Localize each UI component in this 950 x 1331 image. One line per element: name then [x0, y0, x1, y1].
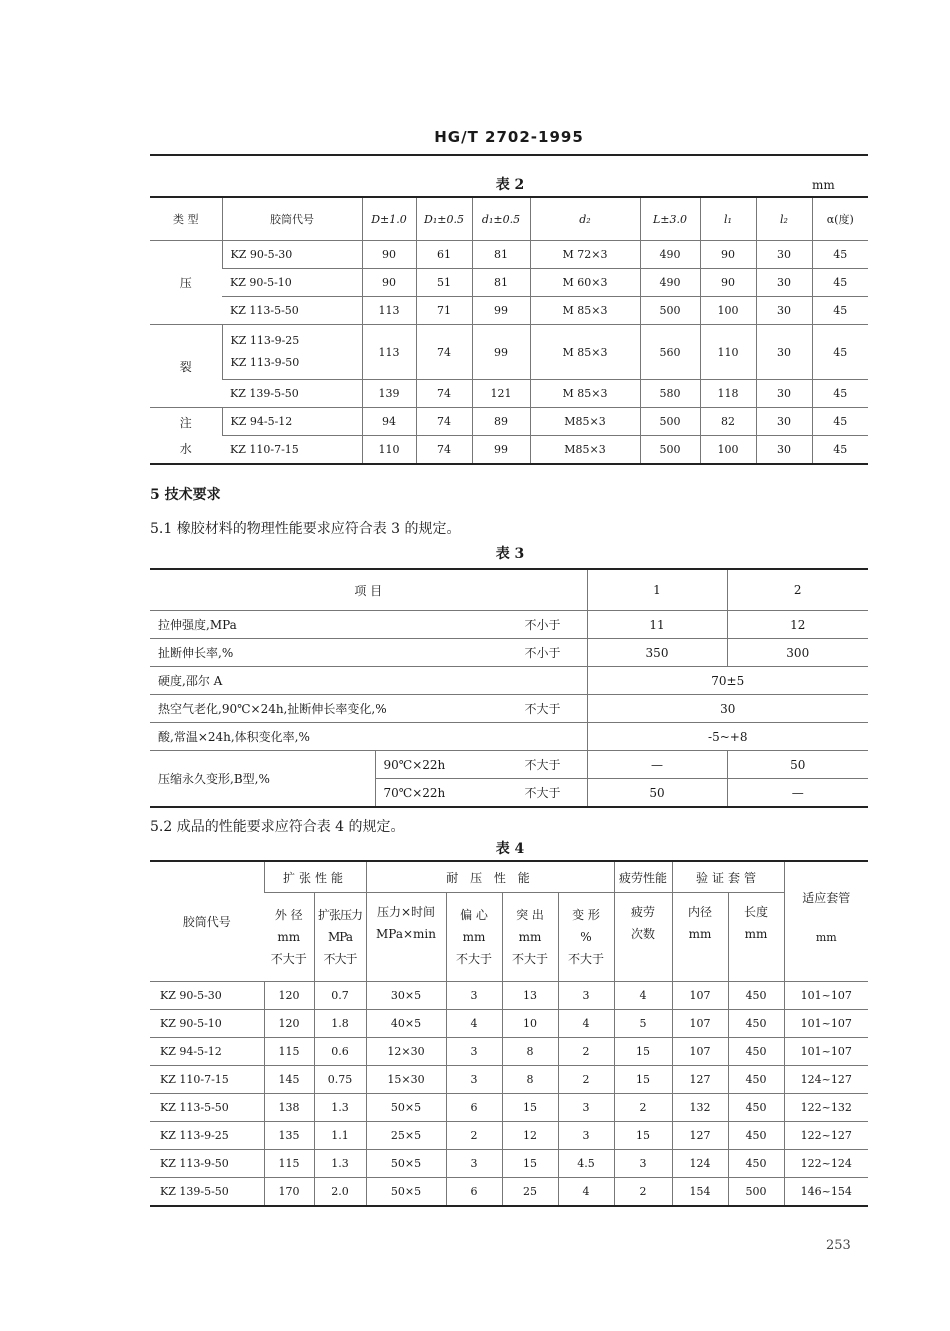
- table4-cell: 25: [502, 1178, 558, 1207]
- table4-cell: 15: [502, 1150, 558, 1178]
- table4-cell: 15: [502, 1094, 558, 1122]
- table4-cell: 0.6: [314, 1038, 366, 1066]
- table4-code: KZ 90-5-30: [150, 982, 264, 1010]
- table4-cell: 500: [728, 1178, 784, 1207]
- table2-cell: M85×3: [530, 408, 640, 436]
- table2-cell: M 60×3: [530, 269, 640, 297]
- table2-cell: 90: [700, 241, 756, 269]
- table2-col-d1: d₁±0.5: [472, 197, 530, 241]
- table-row: [150, 241, 868, 269]
- table2-cell: 45: [812, 297, 868, 325]
- table2-cell: 121: [472, 380, 530, 408]
- table3-item: 酸,常温×24h,体积变化率,%: [150, 723, 485, 751]
- table2-code: KZ 113-9-50: [230, 356, 300, 369]
- table-row: [150, 380, 868, 408]
- table4-body: [150, 982, 868, 1207]
- table2-cell: 45: [812, 241, 868, 269]
- table4-cell: 450: [728, 1010, 784, 1038]
- table4-code: KZ 90-5-10: [150, 1010, 264, 1038]
- table2-cell: 74: [416, 325, 472, 380]
- table2-col-l1: l₁: [700, 197, 756, 241]
- table2-cell: 30: [756, 241, 812, 269]
- table2-code: KZ 113-9-25: [230, 334, 300, 347]
- table-row: [150, 1178, 868, 1207]
- table2-cell: 30: [756, 325, 812, 380]
- table-row: [150, 269, 868, 297]
- table4-col-len: 长度 mm: [728, 893, 784, 982]
- table4-code: KZ 113-9-25: [150, 1122, 264, 1150]
- table4-cell: 2.0: [314, 1178, 366, 1207]
- table4-group-row: [150, 861, 868, 893]
- table4-cell: 4: [614, 982, 672, 1010]
- table4-cell: 2: [558, 1038, 614, 1066]
- table2-code: KZ 94-5-12: [222, 408, 362, 436]
- table4-cell: 15: [614, 1066, 672, 1094]
- table2-cell: 110: [700, 325, 756, 380]
- table2-code-double: [222, 325, 362, 380]
- table-row: [150, 436, 868, 465]
- table2-cell: 580: [640, 380, 700, 408]
- table4-cell: 10: [502, 1010, 558, 1038]
- table2-cell: 118: [700, 380, 756, 408]
- table4-cell: 127: [672, 1066, 728, 1094]
- table3-item: 扯断伸长率,%: [150, 639, 485, 667]
- table4-cell: 4: [558, 1178, 614, 1207]
- table2-code: KZ 90-5-10: [222, 269, 362, 297]
- table4-cell: 12×30: [366, 1038, 446, 1066]
- header-rule: [150, 154, 868, 156]
- table2-cell: 110: [362, 436, 416, 465]
- table3-item: 压缩永久变形,B型,%: [150, 751, 375, 808]
- table3-cell: 350: [587, 639, 727, 667]
- table3-item: 热空气老化,90℃×24h,扯断伸长率变化,%: [150, 695, 485, 723]
- table2-type-char: 注: [179, 415, 192, 430]
- table4-cell: 450: [728, 982, 784, 1010]
- table-row: [150, 1150, 868, 1178]
- table2-cell: 90: [362, 241, 416, 269]
- table4-cell: 3: [558, 1122, 614, 1150]
- table-row: [150, 695, 868, 723]
- table3-item: 硬度,邵尔 A: [150, 667, 485, 695]
- table2-cell: 490: [640, 241, 700, 269]
- table2-cell: M 85×3: [530, 380, 640, 408]
- table2-cell: 490: [640, 269, 700, 297]
- table4-cell: 15×30: [366, 1066, 446, 1094]
- table4-cell: 2: [614, 1094, 672, 1122]
- table2-col-D1: D₁±0.5: [416, 197, 472, 241]
- table2-col-code: 胶筒代号: [222, 197, 362, 241]
- table2-col-d2: d₂: [530, 197, 640, 241]
- paragraph-5-2: 5.2 成品的性能要求应符合表 4 的规定。: [150, 819, 405, 835]
- table4-cell: 145: [264, 1066, 314, 1094]
- table3-header-row: [150, 569, 868, 611]
- table2-type-char: 水: [179, 441, 192, 456]
- table2-col-type: 类 型: [150, 197, 222, 241]
- table2-cell: 45: [812, 408, 868, 436]
- table4-cell: 101~107: [784, 1010, 868, 1038]
- table4-code: KZ 139-5-50: [150, 1178, 264, 1207]
- table4-col-pro: 突 出 mm 不大于: [502, 893, 558, 982]
- table2-cell: 113: [362, 325, 416, 380]
- table4-group-expand: 扩张性能: [264, 861, 366, 893]
- table2-col-L: L±3.0: [640, 197, 700, 241]
- table4-cell: 127: [672, 1122, 728, 1150]
- table2-code: KZ 90-5-30: [222, 241, 362, 269]
- table2-cell: 45: [812, 269, 868, 297]
- table3-limit: 不大于: [485, 695, 587, 723]
- table4-cell: 13: [502, 982, 558, 1010]
- table3-merged-cell: -5~+8: [587, 723, 868, 751]
- table4-col-id: 内径 mm: [672, 893, 728, 982]
- table4-cell: 4.5: [558, 1150, 614, 1178]
- table4-code: KZ 110-7-15: [150, 1066, 264, 1094]
- table4-cell: 170: [264, 1178, 314, 1207]
- table4-cell: 50×5: [366, 1150, 446, 1178]
- table4-cell: 120: [264, 1010, 314, 1038]
- table2-code: KZ 110-7-15: [222, 436, 362, 465]
- table4-cell: 0.7: [314, 982, 366, 1010]
- table4-cell: 122~124: [784, 1150, 868, 1178]
- table2-cell: 51: [416, 269, 472, 297]
- table4-cell: 124: [672, 1150, 728, 1178]
- table4-col-def: 变 形 % 不大于: [558, 893, 614, 982]
- table2-code: KZ 139-5-50: [222, 380, 362, 408]
- table-row: [150, 1010, 868, 1038]
- table2-unit: mm: [812, 178, 835, 192]
- table3-cell: 300: [727, 639, 868, 667]
- table2-cell: 30: [756, 380, 812, 408]
- table-row: [150, 639, 868, 667]
- table2-type-cell: 压: [150, 241, 222, 325]
- table4-cell: 1.1: [314, 1122, 366, 1150]
- table2-cell: 45: [812, 436, 868, 465]
- table4-cell: 3: [446, 1066, 502, 1094]
- table4-cell: 1.8: [314, 1010, 366, 1038]
- table-row: [150, 1094, 868, 1122]
- table4-cell: 138: [264, 1094, 314, 1122]
- table2-caption: 表 2: [495, 177, 525, 193]
- table3-caption: 表 3: [495, 546, 525, 562]
- table4-col-code: 胶筒代号: [150, 861, 264, 982]
- table4-col-od: 外 径 mm 不大于: [264, 893, 314, 982]
- table4-col-fat: 疲劳 次数: [614, 893, 672, 982]
- table2-cell: 45: [812, 380, 868, 408]
- table4-cell: 122~132: [784, 1094, 868, 1122]
- table-row: [150, 325, 868, 380]
- table2-cell: 81: [472, 269, 530, 297]
- table4-cell: 3: [614, 1150, 672, 1178]
- table4-col-fit: [784, 861, 868, 982]
- table3-condition: 70℃×22h: [375, 779, 485, 808]
- table4-cell: 6: [446, 1178, 502, 1207]
- page-number: 253: [826, 1238, 851, 1253]
- table4-group-pressure: 耐 压 性 能: [366, 861, 614, 893]
- table3-merged-cell: 30: [587, 695, 868, 723]
- table4-cell: 4: [446, 1010, 502, 1038]
- table4-fit-label: 适应套管: [802, 891, 851, 905]
- table2-cell: M85×3: [530, 436, 640, 465]
- table2-cell: 113: [362, 297, 416, 325]
- table2-cell: 45: [812, 325, 868, 380]
- table2-cell: 30: [756, 408, 812, 436]
- table2-col-alpha: α(度): [812, 197, 868, 241]
- table4-cell: 146~154: [784, 1178, 868, 1207]
- table3-col-2: 2: [727, 569, 868, 611]
- table2-cell: 89: [472, 408, 530, 436]
- table2-cell: 99: [472, 325, 530, 380]
- table4-cell: 3: [446, 982, 502, 1010]
- table-row: [150, 1066, 868, 1094]
- table3-cell: 12: [727, 611, 868, 639]
- table2-cell: 61: [416, 241, 472, 269]
- table4-code: KZ 113-9-50: [150, 1150, 264, 1178]
- table4-fit-unit: mm: [815, 931, 837, 944]
- table2-cell: 100: [700, 297, 756, 325]
- section-heading: 5 技术要求: [150, 487, 221, 503]
- table4-cell: 115: [264, 1038, 314, 1066]
- table4-cell: 8: [502, 1066, 558, 1094]
- table4-cell: 450: [728, 1094, 784, 1122]
- table4-cell: 8: [502, 1038, 558, 1066]
- table2-type-cell: [150, 408, 222, 465]
- table4-cell: 12: [502, 1122, 558, 1150]
- table2-cell: 74: [416, 380, 472, 408]
- paragraph-5-1: 5.1 橡胶材料的物理性能要求应符合表 3 的规定。: [150, 521, 461, 537]
- table3-cell: —: [727, 779, 868, 808]
- table-row: [150, 611, 868, 639]
- table3-col-item: 项 目: [150, 569, 587, 611]
- table3-cell: 50: [727, 751, 868, 779]
- table2-cell: 74: [416, 436, 472, 465]
- table2-code: KZ 113-5-50: [222, 297, 362, 325]
- table4-cell: 40×5: [366, 1010, 446, 1038]
- table4-cell: 50×5: [366, 1178, 446, 1207]
- table4-cell: 135: [264, 1122, 314, 1150]
- table2-cell: 100: [700, 436, 756, 465]
- table4-cell: 30×5: [366, 982, 446, 1010]
- table4-cell: 107: [672, 1038, 728, 1066]
- table2-type-cell: 裂: [150, 325, 222, 408]
- table2: [150, 196, 868, 465]
- table2-cell: 74: [416, 408, 472, 436]
- table3-limit: [485, 667, 587, 695]
- table2-cell: 99: [472, 436, 530, 465]
- table4-cell: 2: [446, 1122, 502, 1150]
- table4-code: KZ 113-5-50: [150, 1094, 264, 1122]
- table2-cell: 94: [362, 408, 416, 436]
- table3-col-1: 1: [587, 569, 727, 611]
- table3-cell: —: [587, 751, 727, 779]
- table4-cell: 115: [264, 1150, 314, 1178]
- table4-col-ep: 扩张压力 MPa 不大于: [314, 893, 366, 982]
- table4-cell: 3: [558, 1094, 614, 1122]
- table4-code: KZ 94-5-12: [150, 1038, 264, 1066]
- table2-cell: M 72×3: [530, 241, 640, 269]
- table4-cell: 2: [614, 1178, 672, 1207]
- table3: [150, 568, 868, 808]
- table4-cell: 15: [614, 1038, 672, 1066]
- table2-col-l2: l₂: [756, 197, 812, 241]
- table3-limit: 不大于: [485, 751, 587, 779]
- table-row: [150, 297, 868, 325]
- table3-merged-cell: 70±5: [587, 667, 868, 695]
- table2-cell: M 85×3: [530, 297, 640, 325]
- table4-cell: 101~107: [784, 1038, 868, 1066]
- table4-cell: 450: [728, 1066, 784, 1094]
- table3-limit: [485, 723, 587, 751]
- table-row: [150, 1038, 868, 1066]
- table2-cell: M 85×3: [530, 325, 640, 380]
- table4-col-pt: 压力×时间 MPa×min: [366, 893, 446, 982]
- table-row: [150, 723, 868, 751]
- table3-limit: 不小于: [485, 639, 587, 667]
- table2-cell: 30: [756, 297, 812, 325]
- table4-cell: 50×5: [366, 1094, 446, 1122]
- table4-cell: 122~127: [784, 1122, 868, 1150]
- table-row: [150, 1122, 868, 1150]
- table4-cell: 132: [672, 1094, 728, 1122]
- table4-cell: 15: [614, 1122, 672, 1150]
- table4-cell: 4: [558, 1010, 614, 1038]
- table2-col-D: D±1.0: [362, 197, 416, 241]
- table4-col-ecc: 偏 心 mm 不大于: [446, 893, 502, 982]
- table4-cell: 25×5: [366, 1122, 446, 1150]
- table-row: [150, 667, 868, 695]
- table4-cell: 124~127: [784, 1066, 868, 1094]
- standard-header: HG/T 2702-1995: [434, 128, 584, 146]
- table4-cell: 3: [446, 1038, 502, 1066]
- table4-cell: 2: [558, 1066, 614, 1094]
- table2-cell: 81: [472, 241, 530, 269]
- table-row: [150, 408, 868, 436]
- table2-cell: 500: [640, 408, 700, 436]
- table3-limit: 不小于: [485, 611, 587, 639]
- table3-condition: 90℃×22h: [375, 751, 485, 779]
- table4-cell: 1.3: [314, 1150, 366, 1178]
- table-row: [150, 751, 868, 779]
- table2-cell: 560: [640, 325, 700, 380]
- table2-cell: 30: [756, 269, 812, 297]
- table3-item: 拉伸强度,MPa: [150, 611, 485, 639]
- table4-cell: 5: [614, 1010, 672, 1038]
- table4-caption: 表 4: [495, 841, 525, 857]
- table2-cell: 71: [416, 297, 472, 325]
- table3-limit: 不大于: [485, 779, 587, 808]
- table2-cell: 90: [700, 269, 756, 297]
- table2-header-row: [150, 197, 868, 241]
- table2-cell: 500: [640, 436, 700, 465]
- table4-cell: 6: [446, 1094, 502, 1122]
- table4-cell: 0.75: [314, 1066, 366, 1094]
- table4-cell: 450: [728, 1122, 784, 1150]
- table2-cell: 30: [756, 436, 812, 465]
- table4-cell: 107: [672, 1010, 728, 1038]
- table2-cell: 90: [362, 269, 416, 297]
- table4-group-verify: 验证套管: [672, 861, 784, 893]
- table-row: [150, 982, 868, 1010]
- table4-cell: 101~107: [784, 982, 868, 1010]
- table4-cell: 120: [264, 982, 314, 1010]
- table2-cell: 139: [362, 380, 416, 408]
- table3-cell: 50: [587, 779, 727, 808]
- table2-cell: 500: [640, 297, 700, 325]
- table4: [150, 860, 868, 1207]
- table4-cell: 450: [728, 1150, 784, 1178]
- table2-cell: 82: [700, 408, 756, 436]
- table4-cell: 154: [672, 1178, 728, 1207]
- table4-cell: 1.3: [314, 1094, 366, 1122]
- table4-cell: 3: [446, 1150, 502, 1178]
- table4-cell: 107: [672, 982, 728, 1010]
- table3-cell: 11: [587, 611, 727, 639]
- table4-cell: 3: [558, 982, 614, 1010]
- table4-group-fatigue: 疲劳性能: [614, 861, 672, 893]
- table2-cell: 99: [472, 297, 530, 325]
- table4-cell: 450: [728, 1038, 784, 1066]
